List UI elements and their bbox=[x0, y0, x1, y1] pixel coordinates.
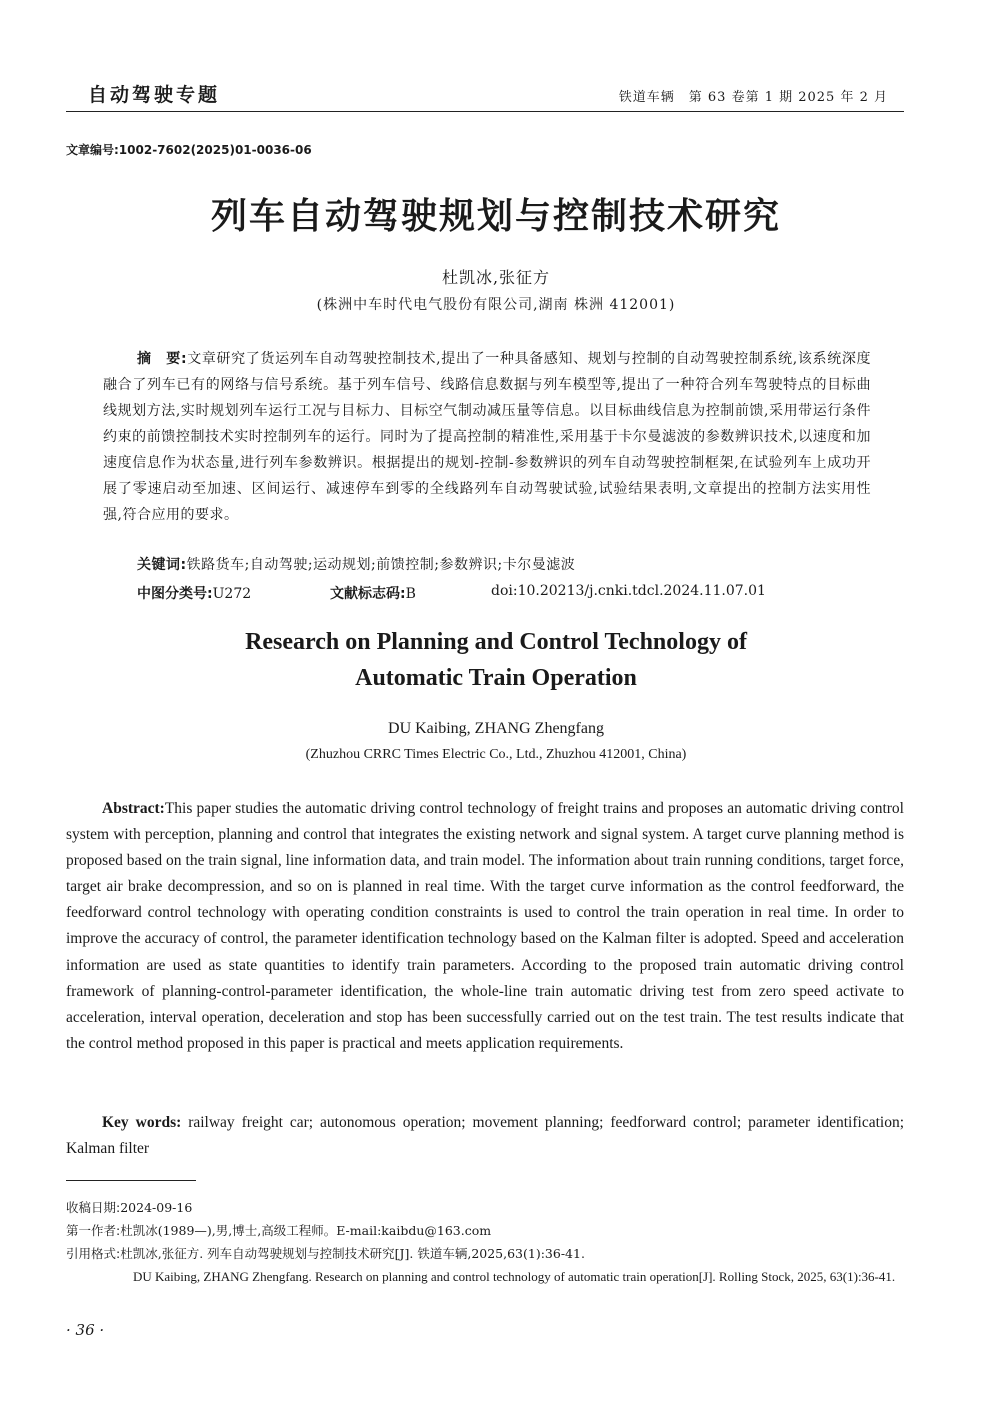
keywords-cn-text: 铁路货车;自动驾驶;运动规划;前馈控制;参数辨识;卡尔曼滤波 bbox=[186, 557, 576, 573]
citation-cn: 杜凯冰,张征方. 列车自动驾驶规划与控制技术研究[J]. 铁道车辆,2025,63(1):36-41. bbox=[120, 1246, 585, 1261]
journal-issue: 铁道车辆 第 63 卷第 1 期 2025 年 2 月 bbox=[618, 90, 888, 105]
citation-label: 引用格式: bbox=[66, 1246, 121, 1261]
clc-label: 中图分类号: bbox=[137, 586, 213, 602]
title-cn: 列车自动驾驶规划与控制技术研究 bbox=[210, 196, 781, 237]
received-label: 收稿日期: bbox=[66, 1200, 121, 1215]
classification-row bbox=[137, 583, 766, 603]
abstract-cn-label: 摘 要: bbox=[137, 351, 188, 367]
keywords-en bbox=[66, 1110, 904, 1162]
authors-cn: 杜凯冰,张征方 bbox=[441, 268, 551, 287]
clc-value: U272 bbox=[212, 586, 252, 602]
first-author-label: 第一作者: bbox=[66, 1223, 121, 1238]
footnote-received bbox=[66, 1198, 192, 1216]
keywords-en-text: railway freight car; autonomous operation; movement planning; feedforward control; parameter identification; Kalman filter bbox=[66, 1114, 905, 1157]
title-en-line2: Automatic Train Operation bbox=[355, 665, 637, 691]
footnote-first-author bbox=[66, 1221, 491, 1239]
header-rule bbox=[66, 111, 904, 112]
abstract-en bbox=[66, 796, 904, 1057]
abstract-cn bbox=[103, 346, 871, 528]
article-number: 文章编号:1002-7602(2025)01-0036-06 bbox=[66, 143, 312, 157]
keywords-cn-label: 关键词: bbox=[137, 557, 187, 573]
affiliation-en: (Zhuzhou CRRC Times Electric Co., Ltd., Zhuzhou 412001, China) bbox=[305, 747, 687, 762]
keywords-en-label: Key words: bbox=[102, 1114, 182, 1131]
abstract-cn-text: 文章研究了货运列车自动驾驶控制技术,提出了一种具备感知、规划与控制的自动驾驶控制系统,该系统深度融合了列车已有的网络与信号系统。基于列车信号、线路信息数据与列车模型等,提出了一种符合列车驾驶特点的目标曲线规划方法,实时规划列车运行工况与目标力、目标空气制动减压量等信息。以目标曲线信息为控制前馈,采用带运行条件约束的前馈控制技术实时控制列车的运行。同时为了提高控制的精准性,采用基于卡尔曼滤波的参数辨识技术,以速度和加速度信息作为状态量,进行列车参数辨识。根据提出的规划-控制-参数辨识的列车自动驾驶控制框架,在试验列车上成功开展了零速启动至加速、区间运行、减速停车到零的全线路列车自动驾驶试验,试验结果表明,文章提出的控制方法实用性强,符合应用的要求。 bbox=[103, 351, 871, 523]
keywords-cn bbox=[137, 554, 575, 574]
first-author-value: 杜凯冰(1989—),男,博士,高级工程师。E-mail:kaibdu@163.com bbox=[120, 1223, 492, 1238]
doc-code-value: B bbox=[405, 586, 416, 602]
footnote-rule bbox=[66, 1180, 196, 1181]
received-value: 2024-09-16 bbox=[120, 1200, 193, 1215]
footnote-citation bbox=[66, 1244, 585, 1262]
abstract-en-text: This paper studies the automatic driving control technology of freight trains and proposes an automatic driving control system with perception, planning and control that integrates the existing network and signal system. A target curve planning method is proposed based on the train signal, line information data, and train model. The information about train running conditions, target force, target air brake decompression, and so on is planned in real time. With the target curve information as the control feedforward, the feedforward control technology with operating condition constraints is used to control the train operation in real time. In order to improve the accuracy of control, the parameter identification technology based on the Kalman filter is adopted. Speed and acceleration information are used as state quantities to identify train parameters. According to the proposed train automatic driving control framework of planning-control-parameter identification, the whole-line train automatic driving test from zero speed activate to acceleration, interval operation, deceleration and stop has been successfully carried out on the test train. The test results indicate that the control method proposed in this paper is practical and meets application requirements. bbox=[66, 800, 904, 1052]
abstract-en-label: Abstract: bbox=[102, 800, 165, 817]
title-en-line1: Research on Planning and Control Technology of bbox=[245, 629, 747, 655]
doc-code-item bbox=[330, 583, 491, 603]
column-title: 自动驾驶专题 bbox=[88, 84, 221, 106]
page-number: · 36 · bbox=[66, 1321, 105, 1339]
doi: doi:10.20213/j.cnki.tdcl.2024.11.07.01 bbox=[491, 583, 766, 599]
title-en bbox=[0, 624, 992, 696]
clc-item bbox=[137, 583, 330, 603]
citation-en: DU Kaibing, ZHANG Zhengfang. Research on planning and control technology of automatic train operation[J]. Rolling Stock, 2025, 63(1):36-41. bbox=[133, 1269, 896, 1284]
doc-code-label: 文献标志码: bbox=[330, 586, 406, 602]
affiliation-cn: (株洲中车时代电气股份有限公司,湖南 株洲 412001) bbox=[316, 297, 676, 313]
authors-en: DU Kaibing, ZHANG Zhengfang bbox=[388, 720, 604, 737]
